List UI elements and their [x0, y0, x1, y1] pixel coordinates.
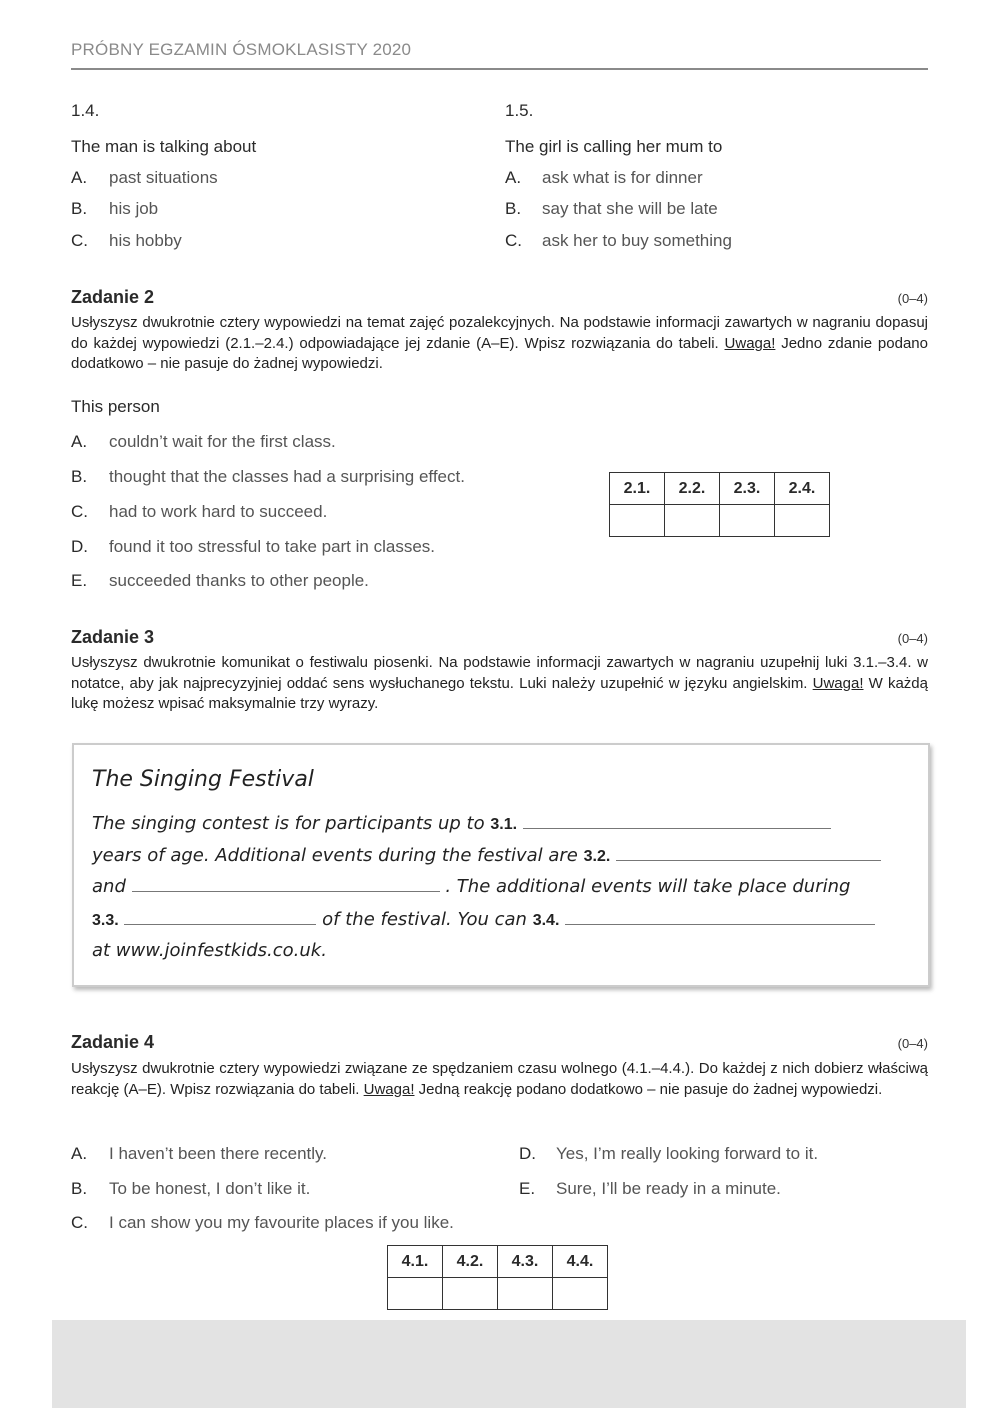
gap-3-1[interactable]	[523, 814, 831, 829]
answer-cell[interactable]	[443, 1278, 498, 1310]
gap-3-2a[interactable]	[616, 846, 881, 861]
option-letter: B.	[71, 199, 88, 218]
gap-number: 3.4.	[532, 912, 560, 929]
option-letter: D.	[71, 537, 88, 556]
gap-3-2b[interactable]	[132, 877, 440, 892]
note-text: of the festival. You can	[322, 909, 527, 930]
table-header: 4.4.	[553, 1246, 608, 1278]
option-letter: B.	[71, 467, 88, 486]
note-line: at www.joinfestkids.co.uk.	[92, 940, 327, 961]
option-text: Yes, I’m really looking forward to it.	[556, 1144, 819, 1163]
uwaga-label: Uwaga!	[724, 334, 776, 352]
answer-cell[interactable]	[610, 505, 665, 537]
question-number: 1.5.	[505, 101, 534, 120]
option-letter: C.	[71, 1213, 88, 1232]
option-letter: A.	[505, 168, 522, 187]
question-stem: The man is talking about	[71, 137, 257, 156]
answer-cell[interactable]	[498, 1278, 553, 1310]
answer-cell[interactable]	[775, 505, 830, 537]
option-letter: B.	[505, 199, 522, 218]
table-header: 4.1.	[388, 1246, 443, 1278]
answer-cell[interactable]	[720, 505, 775, 537]
option-text: I haven’t been there recently.	[109, 1144, 327, 1163]
task-points: (0–4)	[897, 291, 928, 306]
option-text: To be honest, I don’t like it.	[109, 1179, 311, 1198]
note-text: The singing contest is for participants up to	[92, 813, 485, 834]
note-text: years of age. Additional events during the festival are	[92, 845, 578, 866]
option-letter: A.	[71, 168, 88, 187]
uwaga-label: Uwaga!	[812, 674, 864, 692]
option-text: ask what is for dinner	[542, 168, 703, 187]
option-text: ask her to buy something	[542, 231, 732, 250]
uwaga-label: Uwaga!	[363, 1080, 415, 1098]
question-stem: This person	[71, 397, 160, 416]
answer-cell[interactable]	[665, 505, 720, 537]
option-text: I can show you my favourite places if you like.	[109, 1213, 454, 1232]
option-text: his hobby	[109, 231, 182, 250]
note-line	[92, 876, 850, 897]
option-letter: C.	[505, 231, 522, 250]
task-instructions	[71, 653, 928, 715]
option-text: Sure, I’ll be ready in a minute.	[556, 1179, 781, 1198]
option-text: thought that the classes had a surprising effect.	[109, 467, 465, 486]
header-divider	[71, 68, 928, 70]
gap-3-4[interactable]	[565, 910, 875, 925]
table-header: 2.4.	[775, 473, 830, 505]
task-title: Zadanie 4	[71, 1032, 155, 1052]
footer-gray-area	[52, 1320, 966, 1408]
festival-note	[72, 743, 930, 987]
gap-number: 3.2.	[583, 848, 611, 865]
option-text: his job	[109, 199, 159, 218]
gap-3-3[interactable]	[124, 910, 316, 925]
option-text: had to work hard to succeed.	[109, 502, 328, 521]
gap-number: 3.1.	[490, 816, 518, 833]
question-number: 1.4.	[71, 101, 100, 120]
note-title: The Singing Festival	[92, 767, 314, 792]
option-letter: C.	[71, 231, 88, 250]
note-line	[92, 813, 831, 834]
note-line	[92, 845, 881, 866]
gap-number: 3.3.	[92, 912, 119, 929]
instruction-text: Usłyszysz dwukrotnie cztery wypowiedzi związane ze spędzaniem czasu wolnego (4.1.–4.4.). Do każdej z nich dobierz właściwą reakcję (A–E). Wpisz rozwiązania do tabeli.	[71, 1060, 928, 1098]
instruction-text: Usłyszysz dwukrotnie komunikat o festiwalu piosenki. Na podstawie informacji zawartych w nagraniu uzupełnij luki 3.1.–3.4. w notatce, aby jak najprecyzyjniej oddać sens wysłuchanego tekstu. Luki należy uzupełnić w języku angielskim.	[71, 654, 928, 692]
note-text: and	[92, 876, 126, 897]
table-header: 2.3.	[720, 473, 775, 505]
table-header: 2.2.	[665, 473, 720, 505]
task-instructions	[71, 1059, 928, 1100]
instruction-text: Usłyszysz dwukrotnie cztery wypowiedzi na temat zajęć pozalekcyjnych. Na podstawie informacji zawartych w nagraniu dopasuj do każdej wypowiedzi (2.1.–2.4.) odpowiadające jej zdanie (A–E). Wpisz rozwiązania do tabeli.	[71, 314, 928, 352]
table-header: 4.3.	[498, 1246, 553, 1278]
task-instructions	[71, 313, 928, 375]
task-title: Zadanie 3	[71, 627, 155, 647]
option-text: couldn’t wait for the first class.	[109, 432, 336, 451]
instruction-text: W każdą lukę możesz wpisać maksymalnie trzy wyrazy.	[71, 674, 928, 712]
task-title: Zadanie 2	[71, 287, 155, 307]
answer-cell[interactable]	[553, 1278, 608, 1310]
task-points: (0–4)	[897, 1036, 928, 1051]
note-line	[92, 909, 875, 930]
note-text: . The additional events will take place during	[445, 876, 851, 897]
option-letter: B.	[71, 1179, 88, 1198]
table-header: 2.1.	[610, 473, 665, 505]
option-letter: E.	[71, 571, 88, 590]
instruction-text: Jedną reakcję podano dodatkowo – nie pasuje do żadnej wypowiedzi.	[418, 1080, 883, 1098]
page-header: PRÓBNY EGZAMIN ÓSMOKLASISTY 2020	[71, 40, 412, 59]
answer-table-4	[387, 1245, 608, 1310]
option-text: past situations	[109, 168, 218, 187]
option-letter: C.	[71, 502, 88, 521]
option-letter: A.	[71, 1144, 88, 1163]
answer-cell[interactable]	[388, 1278, 443, 1310]
question-stem: The girl is calling her mum to	[505, 137, 723, 156]
option-text: succeeded thanks to other people.	[109, 571, 369, 590]
table-header: 4.2.	[443, 1246, 498, 1278]
answer-table-2	[609, 472, 830, 537]
option-text: found it too stressful to take part in classes.	[109, 537, 435, 556]
task-points: (0–4)	[897, 631, 928, 646]
option-letter: D.	[519, 1144, 536, 1163]
option-letter: E.	[519, 1179, 536, 1198]
instruction-text: Jedno zdanie podano dodatkowo – nie pasuje do żadnej wypowiedzi.	[71, 334, 928, 372]
option-text: say that she will be late	[542, 199, 718, 218]
option-letter: A.	[71, 432, 88, 451]
